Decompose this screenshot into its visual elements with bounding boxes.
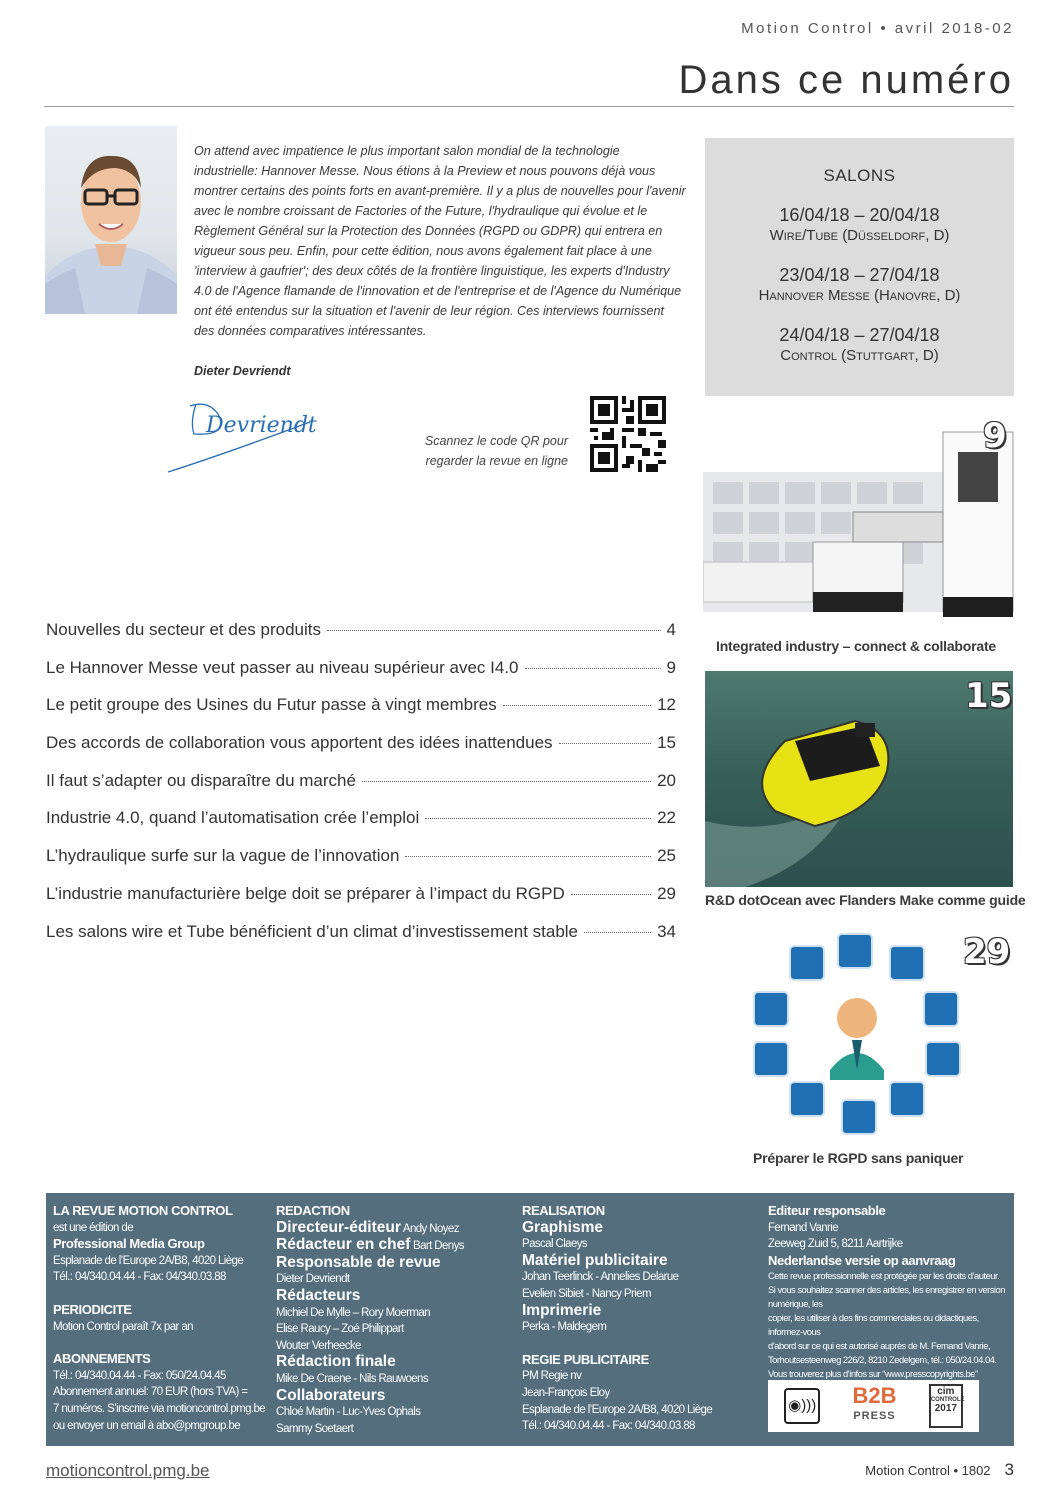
toc-entry[interactable] — [46, 808, 676, 846]
colophon-person: Dieter Devriendt — [276, 1273, 350, 1286]
feature-caption: Préparer le RGPD sans paniquer — [753, 1150, 964, 1166]
salon-entry — [705, 264, 1014, 306]
colophon-col-editor — [768, 1203, 1008, 1381]
colophon-person: Michiel De Mylle – Rory Moerman — [276, 1306, 430, 1319]
salon-place: Control (Stuttgart, D) — [780, 347, 939, 364]
qr-code[interactable] — [590, 396, 666, 472]
salon-place: Hannover Messe (Hanovre, D) — [758, 287, 961, 304]
colophon-role: Rédaction finale — [276, 1353, 396, 1371]
toc-title: Les salons wire et Tube bénéficient d’un climat d’investissement stable — [46, 921, 579, 941]
b2b-press-logo — [852, 1383, 897, 1426]
cim-logo-year: 2017 — [934, 1403, 957, 1414]
toc-page: 15 — [657, 733, 676, 753]
logo-strip — [768, 1380, 979, 1432]
toc-title: Industrie 4.0, quand l’automatisation crée l’emploi — [46, 808, 420, 828]
colophon-line: ou envoyer un email à abo@pmgroup.be — [53, 1419, 240, 1432]
colophon-line: Esplanade de l’Europe 2A/B8, 4020 Liège — [522, 1403, 713, 1416]
toc-page: 22 — [657, 808, 676, 828]
colophon-role: Matériel publicitaire — [522, 1251, 668, 1269]
colophon-person: Chloé Martin - Luc-Yves Ophals — [276, 1406, 421, 1419]
toc-entry[interactable] — [46, 733, 676, 771]
salons-heading: SALONS — [823, 166, 896, 185]
salon-entry — [705, 324, 1014, 366]
b2b-logo-text: B2B — [852, 1383, 897, 1408]
colophon-person: Sammy Soetaert — [276, 1422, 354, 1435]
toc-page: 4 — [666, 620, 676, 639]
colophon-legal: copier, les utiliser à des fins commerciales ou didactiques, informez-vous — [768, 1312, 979, 1338]
toc-title: L’hydraulique surfe sur la vague de l’innovation — [46, 846, 400, 866]
toc-page: 25 — [657, 846, 676, 866]
colophon-col-redaction — [276, 1203, 506, 1437]
colophon-line: Tél.: 04/340.04.44 - Fax: 050/24.04.45 — [53, 1369, 226, 1382]
qr-caption: Scannez le code QR pour regarder la revue en ligne — [424, 434, 568, 468]
table-of-contents — [46, 620, 676, 959]
toc-leader — [425, 818, 651, 819]
colophon-legal: Si vous souhaitez scanner des articles, les enregistrer en version numérique, les — [768, 1284, 1005, 1310]
toc-leader — [503, 705, 651, 706]
salon-dates: 24/04/18 – 27/04/18 — [779, 325, 940, 345]
toc-entry[interactable] — [46, 695, 676, 733]
toc-leader — [362, 781, 651, 782]
feature-number: 15 — [965, 676, 1013, 716]
colophon-person: Mike De Craene - Nils Rauwoens — [276, 1372, 429, 1385]
toc-page: 9 — [666, 657, 676, 677]
colophon-line: Tél.: 04/340.04.44 - Fax: 04/340.03.88 — [53, 1271, 226, 1284]
toc-page: 29 — [657, 883, 676, 903]
colophon-heading: REALISATION — [522, 1203, 605, 1218]
cim-logo — [929, 1384, 963, 1428]
author-signature — [160, 392, 320, 476]
page-footer — [865, 1460, 1014, 1480]
colophon-role: Imprimerie — [522, 1301, 602, 1319]
colophon-heading: Professional Media Group — [53, 1236, 205, 1252]
toc-entry[interactable] — [46, 846, 676, 884]
colophon-role: Collaborateurs — [276, 1386, 386, 1404]
colophon-person: Wouter Verheecke — [276, 1339, 361, 1352]
colophon-person: Evelien Sibiet - Nancy Priem — [522, 1287, 651, 1300]
feature-caption: R&D dotOcean avec Flanders Make comme guide — [705, 892, 1026, 908]
colophon-role: Rédacteurs — [276, 1286, 361, 1304]
b2b-logo-sub: PRESS — [853, 1410, 896, 1422]
toc-leader — [525, 668, 661, 669]
colophon-heading: LA REVUE MOTION CONTROL — [53, 1203, 233, 1218]
colophon-col-realisation — [522, 1203, 752, 1435]
colophon-role: Rédacteur en chef — [276, 1236, 411, 1254]
toc-title: Des accords de collaboration vous apportent des idées inattendues — [46, 733, 553, 753]
toc-leader — [584, 932, 651, 933]
feature-number: 9 — [983, 416, 1007, 456]
colophon-legal: Vous trouverez plus d’infos sur “www.presscopyrights.be” — [768, 1368, 978, 1380]
toc-page: 12 — [657, 695, 676, 715]
toc-page: 34 — [657, 921, 676, 941]
colophon-heading: PERIODICITE — [53, 1301, 132, 1317]
page-number: 3 — [1004, 1460, 1014, 1479]
colophon-line: 7 numéros. S’inscrire via motioncontrol.pmg.be — [53, 1402, 266, 1415]
salon-dates: 23/04/18 – 27/04/18 — [779, 265, 940, 285]
toc-page: 20 — [657, 770, 676, 790]
colophon-role: Graphisme — [522, 1218, 603, 1236]
colophon-legal: Torhoutsesteenweg 226/2, 8210 Zedelgem, tél.: 050/24.04.04. — [768, 1354, 997, 1366]
website-link[interactable]: motioncontrol.pmg.be — [46, 1461, 210, 1480]
toc-title: L’industrie manufacturière belge doit se préparer à l’impact du RGPD — [46, 883, 565, 903]
salons-box — [705, 138, 1014, 396]
colophon-person: Perka - Maldegem — [522, 1321, 607, 1334]
toc-title: Le Hannover Messe veut passer au niveau supérieur avec I4.0 — [46, 657, 519, 677]
issue-label: Motion Control • 1802 — [865, 1463, 991, 1478]
colophon-line: PM Regie nv — [522, 1370, 582, 1383]
editorial-text: On attend avec impatience le plus important salon mondial de la technologie industrielle: Hannover Messe. Nous étions à la Preview et nous pouvons déjà vous montrer certains des points forts en avant-première. Il y a plus de nouvelles pour l'avenir avec le nombre croissant de Factories of the Future, l'hydraulique qui évolue et le Règlement Général sur la Protection des Données (RGPD ou GDPR) qui entrera en vigueur sous peu. Enfin, pour cette édition, nous avons également fait place à une 'interview à gaufrier'; des deux côtés de la frontière linguistique, les experts d'Industry 4.0 de l'Agence flamande de l'innovation et de l'entreprise et de l'Agence du Numérique ont été entendus sur la situation et l'avenir de leur région. Ces interviews fournissent des données comparatives intéressantes. — [194, 144, 686, 338]
colophon-line: Jean-François Eloy — [522, 1386, 610, 1399]
toc-title: Il faut s’adapter ou disparaître du marché — [46, 770, 356, 790]
feature-caption: Integrated industry – connect & collaborate — [716, 638, 997, 654]
colophon-person: Bart Denys — [413, 1240, 464, 1253]
colophon-role: Responsable de revue — [276, 1253, 441, 1271]
colophon-role: Directeur-éditeur — [276, 1218, 401, 1236]
cim-logo-top: cim — [937, 1386, 955, 1397]
toc-entry[interactable] — [46, 884, 676, 922]
toc-entry[interactable] — [46, 771, 676, 809]
toc-title: Le petit groupe des Usines du Futur passe à vingt membres — [46, 695, 497, 715]
toc-entry[interactable] — [46, 658, 676, 696]
page-title: Dans ce numéro — [678, 58, 1014, 102]
salon-place: Wire/Tube (Düsseldorf, D) — [769, 227, 950, 244]
salon-entry — [705, 204, 1014, 246]
colophon-legal: d’abord sur ce qui est autorisé auprès de M. Fernand Vanrie, — [768, 1340, 991, 1352]
colophon-heading: Editeur responsable — [768, 1203, 886, 1218]
colophon-col-publisher — [53, 1203, 273, 1434]
editor-photo — [45, 126, 177, 314]
colophon-line: Zeeweg Zuid 5, 8211 Aartrijke — [768, 1238, 903, 1251]
toc-leader — [405, 856, 651, 857]
editorial-author: Dieter Devriendt — [194, 364, 291, 378]
colophon-line: Fernand Vanrie — [768, 1221, 839, 1234]
salon-dates: 16/04/18 – 20/04/18 — [779, 205, 940, 225]
toc-title: Nouvelles du secteur et des produits — [46, 620, 321, 639]
colophon-person: Andy Noyez — [402, 1222, 459, 1235]
colophon-person: Elise Raucy – Zoé Philippart — [276, 1323, 404, 1336]
feature-image-gdpr[interactable] — [740, 930, 970, 1140]
toc-leader — [559, 743, 652, 744]
cim-logo-mid: CONTROLE — [930, 1397, 965, 1403]
signature-text: Devriendt — [206, 413, 317, 438]
toc-entry[interactable] — [46, 922, 676, 960]
colophon-line: est une édition de — [53, 1221, 133, 1234]
audio-logo-icon: ◉))) — [784, 1388, 820, 1424]
colophon-heading: REGIE PUBLICITAIRE — [522, 1351, 649, 1367]
toc-entry[interactable] — [46, 620, 676, 658]
toc-leader — [571, 894, 651, 895]
colophon-box — [46, 1193, 1014, 1446]
colophon-heading: ABONNEMENTS — [53, 1351, 151, 1367]
colophon-line: Esplanade de l’Europe 2A/B8, 4020 Liège — [53, 1254, 244, 1267]
title-divider — [44, 106, 1014, 107]
toc-leader — [327, 630, 661, 631]
colophon-person: Pascal Claeys — [522, 1238, 588, 1251]
feature-number: 29 — [963, 932, 1011, 972]
colophon-legal: Cette revue professionnelle est protégée par les droits d’auteur. — [768, 1270, 1000, 1282]
publication-line: Motion Control • avril 2018-02 — [741, 20, 1014, 37]
colophon-person: Johan Teerlinck - Annelies Delarue — [522, 1271, 679, 1284]
colophon-line: Motion Control paraît 7x par an — [53, 1320, 193, 1333]
colophon-line: Tél.: 04/340.04.44 - Fax: 04/340.03.88 — [522, 1420, 695, 1433]
colophon-heading: REDACTION — [276, 1203, 350, 1218]
colophon-line: Abonnement annuel: 70 EUR (hors TVA) = — [53, 1386, 248, 1399]
colophon-heading: Nederlandse versie op aanvraag — [768, 1252, 956, 1268]
